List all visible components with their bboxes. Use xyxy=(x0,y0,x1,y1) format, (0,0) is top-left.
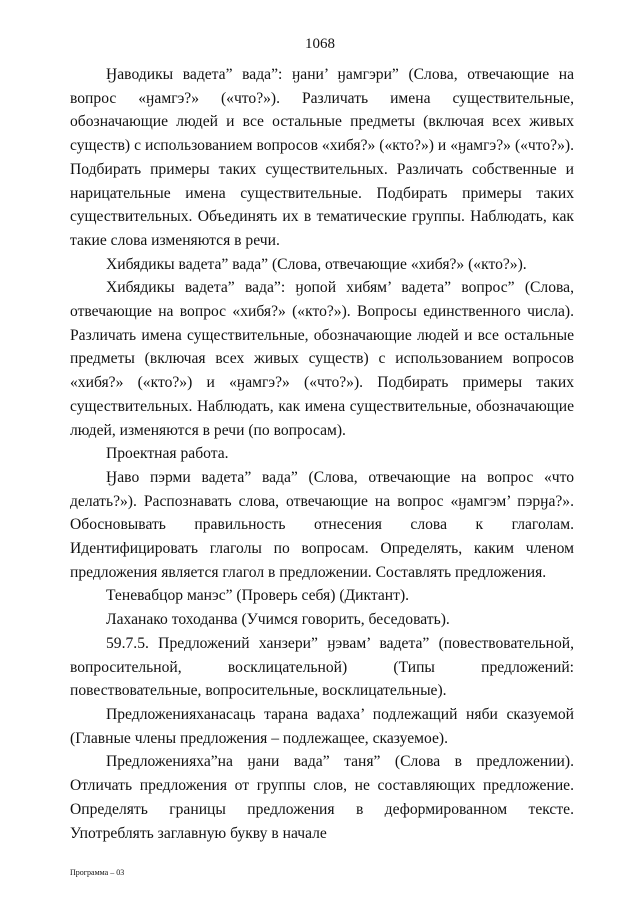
paragraph-project-work: Проектная работа. xyxy=(106,445,229,463)
document-body xyxy=(70,63,574,845)
page-number: 1068 xyxy=(305,36,335,52)
paragraph-question-who: Хибядикы вадета” вада”: ӈопой хибям’ вадета” вопрос” (Слова, отвечающие на вопрос «хибя?» («кто?»). Вопросы единственного числа). Различать имена существительные, обозначающие людей и все остальные предметы (включая всех живых существ) с использованием вопросов «хибя?» («кто?») и «ӈамгэ?» («что?»). Подбирать примеры таких существительных. Наблюдать, как имена существительные, обозначающие людей, изменяются в речи (по вопросам). xyxy=(70,279,574,439)
paragraph-self-check: Теневабцор манэс” (Проверь себя) (Диктант). xyxy=(106,587,410,605)
paragraph-words-who: Хибядикы вадета” вада” (Слова, отвечающие «хибя?» («кто?»). xyxy=(106,255,527,273)
paragraph-speaking: Лаханако тоходанва (Учимся говорить, беседовать). xyxy=(106,611,450,629)
paragraph-sentence-types: 59.7.5. Предложений ханзери” ӈэвам’ вадета” (повествовательной, вопросительной, восклицательной) (Типы предложений: повествовательные, вопросительные, восклицательные). xyxy=(70,634,574,700)
footer-label: Программа – 03 xyxy=(70,868,125,877)
paragraph-main-members: Предложенияханасаць тарана вадаха’ подлежащий няби сказуемой (Главные члены предложения – подлежащее, сказуемое). xyxy=(70,705,574,747)
paragraph-verbs: Ӈаво пэрми вадета” вада” (Слова, отвечающие на вопрос «что делать?»). Распознавать слова, отвечающие на вопрос «ӈамгэм’ пэрӈа?». Обосновывать правильность отнесения слова к глаголам. Идентифицировать глаголы по вопросам. Определять, каким членом предложения является глагол в предложении. Составлять предложения. xyxy=(70,468,574,581)
paragraph-nouns-what: Ӈаводикы вадета” вада”: ӈани’ ӈамгэри” (Слова, отвечающие на вопрос «ӈамгэ?» («что?»). Различать имена существительные, обозначающие людей и все остальные предметы (включая всех живых существ) с использованием вопросов «хибя?» («кто?») и «ӈамгэ?» («что?»). Подбирать примеры таких существительных. Различать собственные и нарицательные имена существительные. Подбирать примеры таких существительных. Объединять их в тематические группы. Наблюдать, как такие слова изменяются в речи. xyxy=(70,66,574,249)
paragraph-words-in-sentence: Предложенияха”на ӈани вада” таня” (Слова в предложении). Отличать предложения от группы слов, не составляющих предложение. Определять границы предложения в деформированном тексте. Употреблять заглавную букву в начале xyxy=(70,753,574,842)
